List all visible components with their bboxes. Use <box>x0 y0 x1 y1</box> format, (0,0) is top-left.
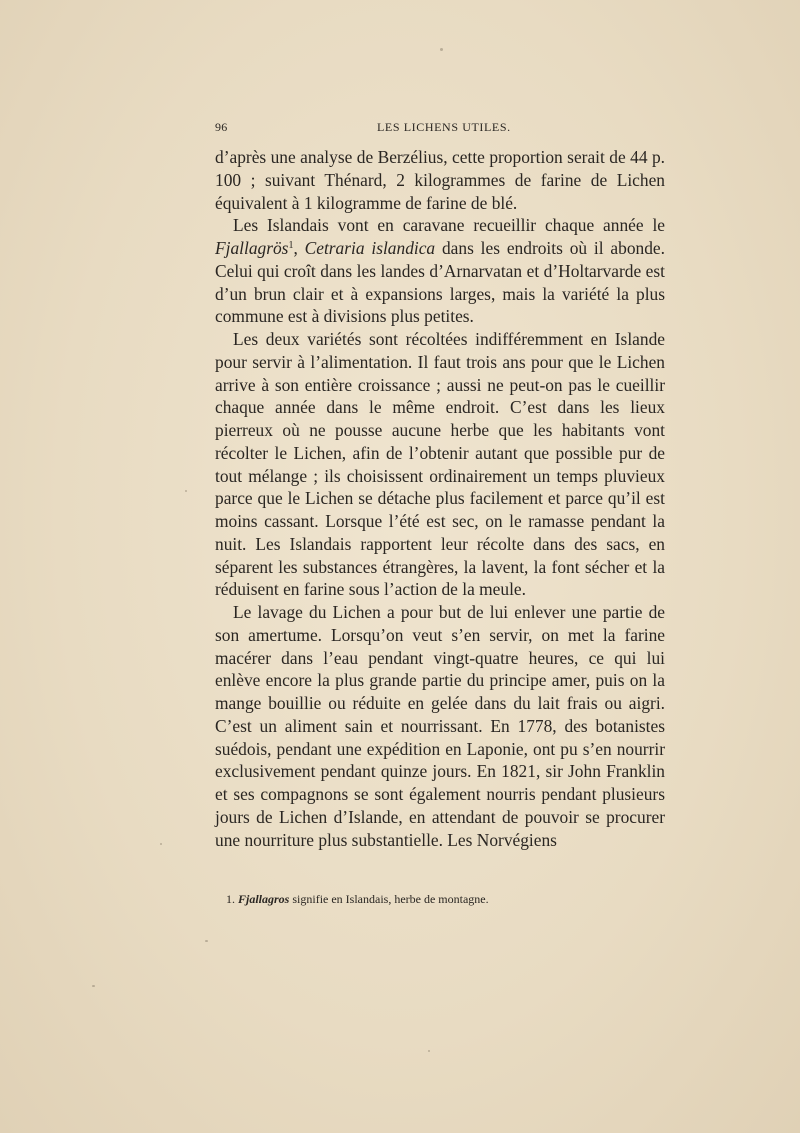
paragraph-2-text-start: Les Islandais vont en caravane recueillir chaque année le <box>233 215 665 236</box>
paragraph-2-text-end: dans les endroits où il abonde. Celui qui croît dans les landes d’Arnarvatan et d’Holtarvarde est d’un brun clair et à expansions larges, mais la variété la plus commune est à divisions plus petites. <box>215 238 665 327</box>
paper-speck <box>440 48 443 51</box>
footnote-ref: 1 <box>288 240 294 251</box>
comma: , <box>293 238 305 258</box>
footnote-text: signifie en Islandais, herbe de montagne. <box>289 892 489 906</box>
paragraph-1: d’après une analyse de Berzélius, cette proportion serait de 44 p. 100 ; suivant Thénard, 2 kilogrammes de farine de Lichen équivalent à 1 kilogramme de farine de blé. <box>215 147 665 213</box>
paper-speck <box>428 1050 430 1052</box>
paragraph-3: Les deux variétés sont récoltées indifféremment en Islande pour servir à l’alimentation. Il faut trois ans pour que le Lichen arrive à son entière croissance ; aussi ne peut-on pas le cueillir chaque année dans le même endroit. C’est dans les lieux pierreux où ne pousse aucune herbe que les habitants vont récolter le Lichen, afin de l’obtenir autant que possible pur de tout mélange ; ils choisissent ordinairement un temps pluvieux parce que le Lichen se détache plus facilement et parce qu’il est moins cassant. Lorsque l’été est sec, on le ramasse pendant la nuit. Les Islandais rapportent leur récolte dans des sacs, en séparent les substances étrangères, la lavent, la font sécher et la réduisent en farine sous l’action de la meule. <box>215 329 665 600</box>
cetraria-islandica-term: Cetraria islandica <box>304 238 436 258</box>
paper-speck <box>185 490 187 492</box>
paper-speck <box>205 940 208 942</box>
paper-speck <box>160 843 162 845</box>
paper-speck <box>92 985 95 987</box>
fjallagros-term: Fjallagrös <box>215 238 289 258</box>
page-number: 96 <box>215 120 228 134</box>
footnote <box>226 891 666 907</box>
paragraph-2 <box>215 214 665 328</box>
footnote-number: 1. <box>226 892 238 906</box>
running-title: LES LICHENS UTILES. <box>377 120 511 134</box>
body-text <box>215 146 665 851</box>
footnote-term: Fjallagros <box>238 892 290 906</box>
paragraph-4: Le lavage du Lichen a pour but de lui enlever une partie de son amertume. Lorsqu’on veut s’en servir, on met la farine macérer dans l’eau pendant vingt-quatre heures, ce qui lui enlève encore la plus grande partie du principe amer, puis on la mange bouillie ou réduite en gelée dans du lait frais ou aigri. C’est un aliment sain et nourrissant. En 1778, des botanistes suédois, pendant une expédition en Laponie, ont pu s’en nourrir exclusivement pendant quinze jours. En 1821, sir John Franklin et ses compagnons se sont également nourris pendant plusieurs jours de Lichen d’Islande, en attendant de pouvoir se procurer une nourriture plus substantielle. Les Norvégiens <box>215 602 665 850</box>
running-head <box>215 120 663 136</box>
